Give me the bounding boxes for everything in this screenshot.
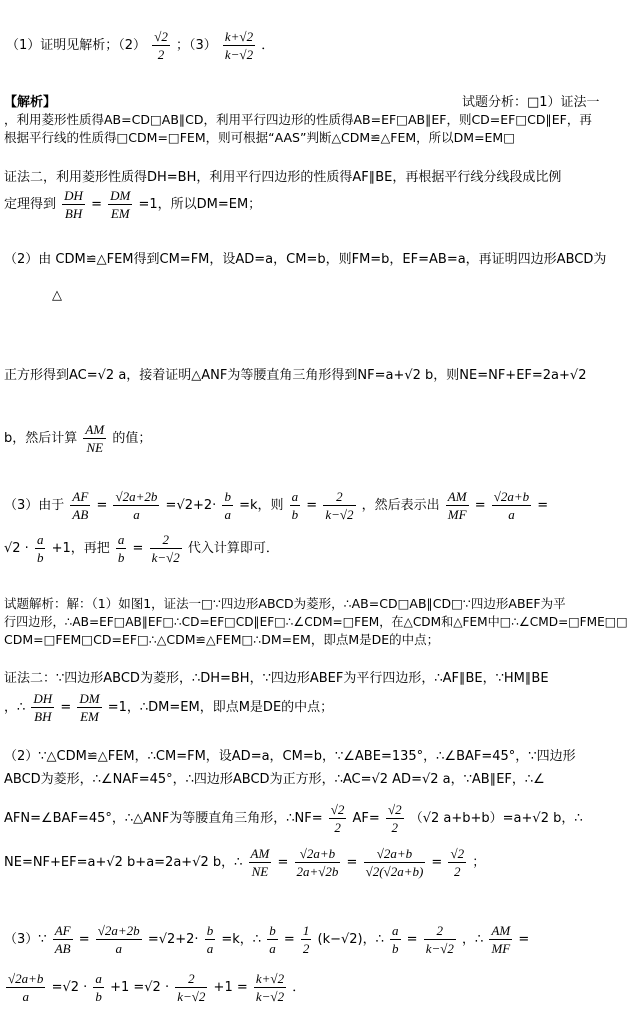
fraction-denominator: AB <box>54 941 71 956</box>
text-span: NE=NF+EF=a+√2 b+a=2a+√2 b，∴ <box>4 855 243 870</box>
fraction-numerator: b <box>224 489 231 504</box>
fraction <box>424 922 456 957</box>
fraction <box>152 28 170 63</box>
text-span: ； <box>472 855 486 870</box>
fraction-numerator: √2a+2b <box>115 489 158 504</box>
fraction-numerator: b <box>269 923 276 938</box>
fraction-numerator: √2a+2b <box>97 923 140 938</box>
paragraph-line: ，利用菱形性质得AB=CD□AB∥CD，利用平行四边形的性质得AB=EF□AB∥EF，则CD=EF□CD∥EF，再 <box>4 112 592 127</box>
text-span: +1，再把 <box>51 541 110 556</box>
fraction-numerator: a <box>117 532 125 547</box>
fraction-denominator: a <box>508 507 515 522</box>
paragraph-line: 证法二：∵四边形ABCD为菱形，∴DH=BH，∵四边形ABEF为平行四边形，∴AF∥BE，∵HM∥BE <box>4 671 549 686</box>
fraction-numerator: b <box>206 923 214 938</box>
fraction <box>6 970 45 1005</box>
fraction-denominator: AB <box>72 507 89 522</box>
fraction-numerator: AM <box>447 489 467 504</box>
fraction-denominator: MF <box>447 507 467 522</box>
fraction-numerator: DM <box>79 691 100 706</box>
fraction <box>446 488 469 523</box>
fraction <box>77 690 101 725</box>
text-span: （√2 a+b+b）=a+√2 b，∴ <box>409 811 583 826</box>
fraction-denominator: √2(√2a+b) <box>365 864 424 879</box>
fraction-numerator: √2 <box>450 846 465 861</box>
fraction-denominator: b <box>36 550 44 565</box>
text-span: （3）∵ <box>4 932 47 947</box>
fraction-denominator: 2 <box>334 820 341 835</box>
fraction-denominator: 2 <box>454 864 461 879</box>
fraction <box>301 922 312 957</box>
fraction-denominator: BH <box>34 709 52 724</box>
text-span: ． <box>261 38 275 53</box>
paragraph-line <box>4 421 151 456</box>
fraction-denominator: b <box>95 989 102 1004</box>
fraction-numerator: AM <box>85 422 105 437</box>
paragraph-line <box>4 801 583 836</box>
fraction-numerator: AF <box>72 489 89 504</box>
fraction-numerator: 2 <box>150 531 182 549</box>
fraction-numerator: k+√2 <box>224 29 254 44</box>
fraction-numerator: DM <box>110 188 131 203</box>
text-span: ；（3） <box>175 38 217 53</box>
fraction <box>222 488 233 523</box>
text-span: ，∴ <box>4 700 26 715</box>
text-span: 的值； <box>112 431 152 446</box>
text-span: =√2+2· <box>147 932 199 947</box>
paragraph-line: 定理得到 $\frac{DH}{BH}$ = $\frac{DM}{EM}$ =1，所以DM=EM； <box>4 188 262 221</box>
section-heading: 【解析】 <box>4 95 57 110</box>
fraction <box>223 28 255 63</box>
text-span: (k−√2)，∴ <box>317 932 384 947</box>
triangle-symbol: △ <box>52 288 62 303</box>
fraction <box>62 187 85 222</box>
fraction-numerator: √2a+b <box>493 489 530 504</box>
fraction <box>295 845 341 880</box>
paragraph-line: √2 · $\frac{a}{b}$ +1，再把 $\frac{a}{b}$ = $\frac{2}{k-√2}$ 代入计算即可． <box>4 532 279 565</box>
fraction <box>83 421 106 456</box>
fraction-numerator: 1 <box>302 923 310 938</box>
fraction <box>267 922 278 957</box>
paragraph-line <box>4 970 305 1005</box>
paragraph-line: 证法二，利用菱形性质得DH=BH，利用平行四边形的性质得AF∥BE，再根据平行线分线段成比例 <box>4 170 562 185</box>
fraction-numerator: √2a+b <box>364 845 426 863</box>
fraction-denominator: a <box>22 989 29 1004</box>
text-span: AFN=∠BAF=45°，∴△ANF为等腰直角三角形，∴NF= <box>4 811 323 826</box>
fraction <box>386 801 404 836</box>
text-span: （3）由于 <box>4 498 65 513</box>
fraction-denominator: NE <box>86 440 104 455</box>
paragraph-line: （3）由于 $\frac{AF}{AB}$ = $\frac{√2a+2b}{a}$ =√2+2· $\frac{b}{a}$ =k，则 $\frac{a}{b}$ = $\frac{2}{k-√2}$ ，然后表示出 $\frac{AM}{MF}$ = $\frac{√2a+b}{a}$ = <box>4 489 549 522</box>
fraction <box>205 922 216 957</box>
fraction-numerator: √2 <box>387 802 402 817</box>
paragraph-line: 试题解析：解：（1）如图1，证法一□∵四边形ABCD为菱形，∴AB=CD□AB∥CD□∵四边形ABEF为平 <box>4 596 566 611</box>
text-span: =1，∴DM=EM，即点M是DE的中点； <box>107 700 334 715</box>
fraction-denominator: a <box>224 507 231 522</box>
fraction-denominator: a <box>133 507 140 522</box>
fraction-numerator: 2 <box>424 922 456 940</box>
fraction <box>489 922 512 957</box>
fraction <box>492 488 531 523</box>
fraction <box>116 531 127 566</box>
fraction-numerator: k+√2 <box>255 971 285 986</box>
fraction-denominator: k−√2 <box>425 941 454 956</box>
fraction-numerator: AF <box>54 923 71 938</box>
fraction-numerator: 2 <box>175 970 207 988</box>
fraction-numerator: DH <box>33 691 53 706</box>
fraction-denominator: b <box>392 941 399 956</box>
fraction-denominator: a <box>269 941 276 956</box>
paragraph-line: （2）由 CDM≌△FEM得到CM=FM，设AD=a，CM=b，则FM=b，EF=AB=a，再证明四边形ABCD为 <box>4 252 607 267</box>
paragraph-line: （3）∵ $\frac{AF}{AB}$ = $\frac{√2a+2b}{a}$ =√2+2· $\frac{b}{a}$ =k，∴ $\frac{b}{a}$ = $\frac{1}{2}$ (k−√2)，∴ $\frac{a}{b}$ = $\frac{2}{k-√2}$ ，∴ $\frac{AM}{MF}$ = <box>4 923 530 956</box>
text-span: =k，∴ <box>221 932 262 947</box>
answer-text: （1）证明见解析；（2） <box>6 38 147 53</box>
fraction <box>35 531 46 566</box>
text-span: +1 = <box>213 980 248 995</box>
paragraph-line: CDM=□FEM□CD=EF□∴△CDM≌△FEM□∴DM=EM，即点M是DE的中点； <box>4 632 440 647</box>
fraction-numerator: AM <box>491 923 511 938</box>
fraction <box>150 531 182 566</box>
fraction <box>108 187 132 222</box>
fraction-denominator: BH <box>64 206 83 221</box>
fraction-denominator: MF <box>491 941 511 956</box>
fraction-denominator: EM <box>110 206 130 221</box>
fraction <box>93 970 104 1005</box>
analysis-intro: 试题分析：□1）证法一 <box>462 95 600 110</box>
fraction-denominator: k−√2 <box>325 507 354 522</box>
fraction-numerator: √2 <box>154 29 168 44</box>
paragraph-line: 根据平行线的性质得□CDM=□FEM，则可根据“AAS”判断△CDM≌△FEM，所以DM=EM□ <box>4 130 516 145</box>
text-span: =√2+2· <box>165 498 217 513</box>
fraction <box>329 801 347 836</box>
text-span: ，然后表示出 <box>361 498 440 513</box>
text-span: b，然后计算 <box>4 431 78 446</box>
fraction <box>254 970 286 1005</box>
text-span: AF= <box>352 811 380 826</box>
fraction-denominator: EM <box>80 709 99 724</box>
paragraph-line: 正方形得到AC=√2 a，接着证明△ANF为等腰直角三角形得到NF=a+√2 b，则NE=NF+EF=2a+√2 <box>4 368 587 383</box>
fraction-denominator: b <box>291 507 299 522</box>
fraction-numerator: 2 <box>323 488 355 506</box>
paragraph-line: ，∴ $\frac{DH}{BH}$ = $\frac{DM}{EM}$ =1，∴DM=EM，即点M是DE的中点； <box>4 691 334 724</box>
fraction <box>53 922 73 957</box>
fraction <box>175 970 207 1005</box>
text-span: 代入计算即可． <box>187 541 279 556</box>
fraction <box>96 922 142 957</box>
fraction-denominator: k−√2 <box>151 550 180 565</box>
paragraph-line: 行四边形，∴AB=EF□AB∥EF□∴CD=EF□CD∥EF□∴∠CDM=□FEM，在△CDM和△FEM中□∴∠CMD=□FME□□ <box>4 614 628 629</box>
paragraph-line: ABCD为菱形，∴∠NAF=45°，∴四边形ABCD为正方形，∴AC=√2 AD=√2 a，∵AB∥EF，∴∠ <box>4 772 545 787</box>
fraction <box>249 845 272 880</box>
fraction-denominator: k−√2 <box>177 989 206 1004</box>
fraction-denominator: a <box>206 941 214 956</box>
fraction-denominator: k−√2 <box>224 47 254 62</box>
fraction-numerator: a <box>291 489 299 504</box>
fraction-denominator: 2a+√2b <box>296 864 339 879</box>
fraction-numerator: AM <box>250 846 270 861</box>
fraction <box>364 845 426 880</box>
fraction <box>290 488 301 523</box>
text-span: ． <box>292 980 306 995</box>
text-span: +1 =√2 · <box>110 980 170 995</box>
fraction-numerator: √2a+b <box>8 971 44 986</box>
fraction <box>113 488 159 523</box>
fraction-numerator: √2 <box>330 802 345 817</box>
fraction-numerator: a <box>95 971 102 986</box>
text-span: =1，所以DM=EM； <box>138 197 262 212</box>
fraction-numerator: a <box>392 923 399 938</box>
fraction-denominator: 2 <box>391 820 398 835</box>
text-span: =k，则 <box>239 498 284 513</box>
fraction-denominator: k−√2 <box>255 989 285 1004</box>
fraction-denominator: NE <box>251 864 269 879</box>
paragraph-line: NE=NF+EF=a+√2 b+a=2a+√2 b，∴ $\frac{AM}{NE}$ = $\frac{√2a+b}{2a+√2b}$ = $\frac{√2a+b}{√2(√2a+b)}$ = $\frac{√2}{2}$ ； <box>4 846 486 879</box>
fraction <box>31 690 54 725</box>
fraction-numerator: DH <box>64 188 83 203</box>
fraction-denominator: b <box>117 550 125 565</box>
text-span: √2 · <box>4 541 29 556</box>
fraction <box>448 845 466 880</box>
fraction-denominator: 2 <box>302 941 310 956</box>
text-span: ，∴ <box>462 932 484 947</box>
text-span: 定理得到 <box>4 197 57 212</box>
answer-line <box>6 28 274 63</box>
fraction <box>390 922 401 957</box>
paragraph-line: （2）∵△CDM≌△FEM，∴CM=FM，设AD=a，CM=b，∵∠ABE=135°，∴∠BAF=45°，∵四边形 <box>4 749 576 764</box>
fraction <box>323 488 355 523</box>
fraction <box>70 488 90 523</box>
fraction-denominator: 2 <box>157 47 165 62</box>
text-span: =√2 · <box>51 980 88 995</box>
fraction-denominator: a <box>115 941 122 956</box>
fraction-numerator: √2a+b <box>295 845 341 863</box>
fraction-numerator: a <box>36 532 44 547</box>
